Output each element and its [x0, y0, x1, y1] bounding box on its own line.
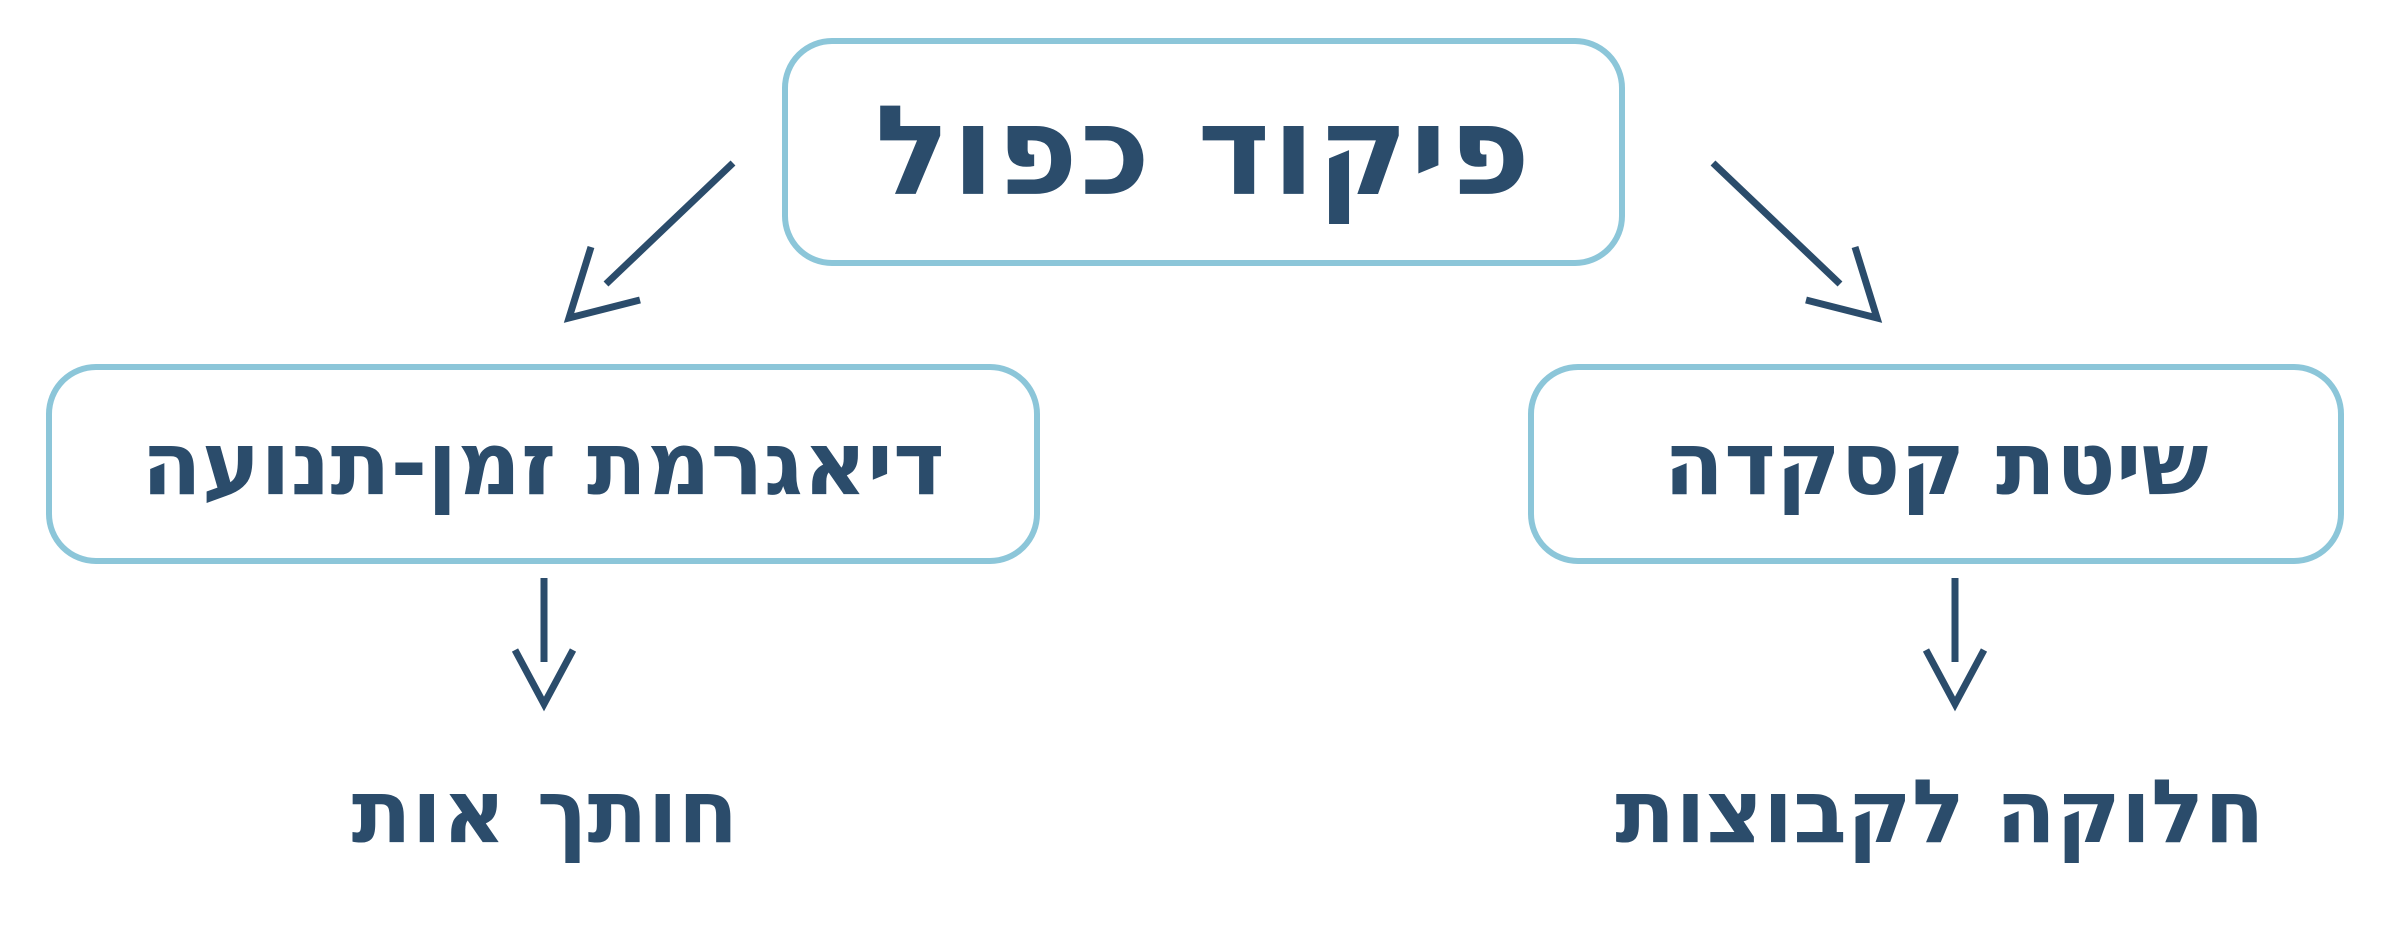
root-label: פיקוד כפול — [874, 80, 1533, 224]
time-motion-diagram-label: דיאגרמת זמן-תנועה — [141, 412, 945, 515]
group-division-label: חלוקה לקבוצות — [1615, 760, 2265, 863]
arrow-left-to-child — [515, 578, 573, 704]
cascade-method-label: שיטת קסקדה — [1663, 412, 2209, 515]
signal-cutter-label: חותך אות — [351, 760, 739, 863]
arrow-root-to-right-shaft — [1713, 163, 1840, 284]
arrow-root-to-right — [1713, 163, 1877, 318]
arrow-root-to-left — [569, 163, 733, 318]
arrow-root-to-left-shaft — [606, 163, 733, 284]
arrow-right-to-child — [1926, 578, 1984, 704]
